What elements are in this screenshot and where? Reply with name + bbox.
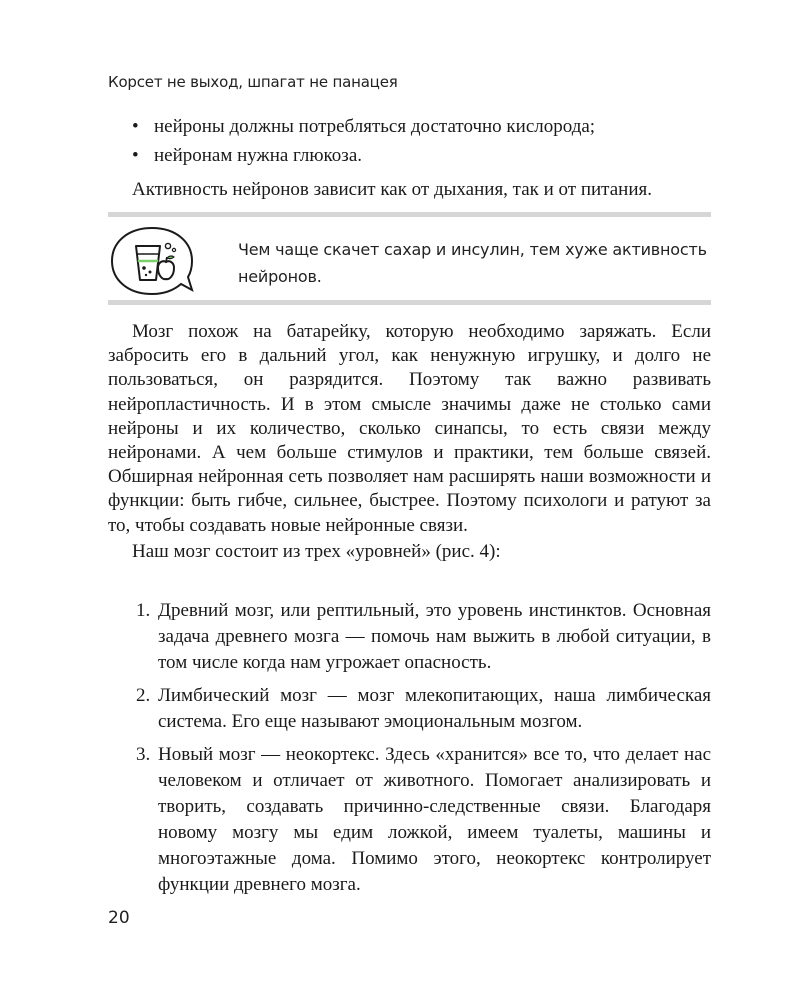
list-item-number: 3.	[136, 744, 151, 765]
bullet-item: • нейроны должны потребляться достаточно кислорода;	[128, 112, 728, 141]
list-item	[108, 683, 711, 735]
list-item	[108, 598, 711, 676]
running-head: Корсет не выход, шпагат не панацея	[108, 73, 398, 91]
list-item-text: Древний мозг, или рептильный, это уровень инстинктов. Основная задача древнего мозга — помочь нам выжить в любой ситуации, в том числе когда нам угрожает опасность.	[158, 600, 711, 673]
paragraph: Наш мозг состоит из трех «уровней» (рис. 4):	[132, 540, 501, 562]
body-text	[108, 320, 711, 564]
callout-top-rule	[108, 212, 711, 217]
callout-text: Чем чаще скачет сахар и инсулин, тем хуже активность нейронов.	[238, 240, 707, 286]
callout-bottom-rule	[108, 300, 711, 305]
paragraph: Мозг похож на батарейку, которую необходимо заряжать. Если забросить его в дальний угол, как ненужную игрушку, и долго не пользоваться, он разрядится. Поэтому так важно развивать нейропластичность. И в этом смысле значимы даже не столько сами нейроны и их количество, сколько синапсы, то есть связи между нейронами. А чем больше стимулов и практики, тем больше связей. Обширная нейронная сеть позволяет нам расширять наши возможности и функции: быть гибче, сильнее, быстрее. Поэтому психологи и ратуют за то, чтобы создавать новые нейронные связи.	[108, 321, 711, 536]
page-number: 20	[108, 908, 130, 928]
list-item-number: 2.	[136, 685, 151, 706]
list-item-text: Лимбический мозг — мозг млекопитающих, наша лимбическая система. Его еще называют эмоциональным мозгом.	[158, 685, 711, 732]
list-item-number: 1.	[136, 600, 151, 621]
bullet-item: • нейронам нужна глюкоза.	[128, 141, 728, 170]
list-item-text: Новый мозг — неокортекс. Здесь «хранится» все то, что делает нас человеком и отличает от животного. Помогает анализировать и творить, создавать причинно-следственные связи. Благодаря новому мозгу мы едим ложкой, имеем туалеты, машины и многоэтажные дома. Помимо этого, неокортекс контролирует функции древнего мозга.	[158, 744, 711, 895]
bullet-list	[128, 112, 728, 170]
list-item	[108, 742, 711, 898]
activity-sentence: Активность нейронов зависит как от дыхания, так и от питания.	[132, 179, 652, 200]
glass-and-apple-speech-bubble-icon	[106, 224, 198, 298]
brain-levels-list	[108, 598, 711, 905]
